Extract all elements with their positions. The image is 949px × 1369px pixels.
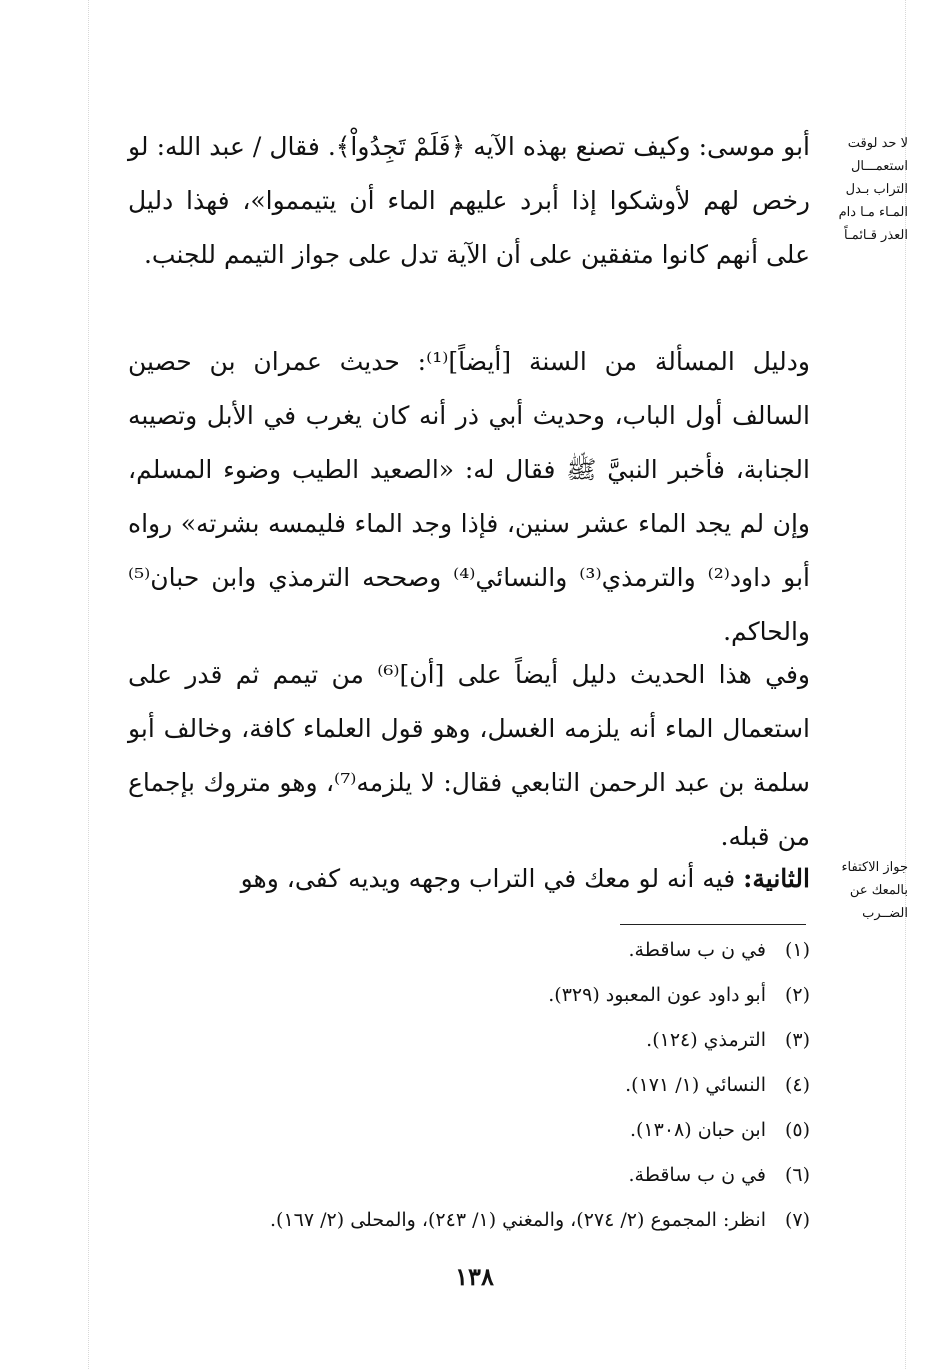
paragraph-4 xyxy=(128,852,810,906)
footnote xyxy=(128,1063,810,1108)
paragraph-2: ودليل المسألة من السنة [أيضاً]⁽¹⁾: حديث عمران بن حصين السالف أول الباب، وحديث أبي ذر أنه كان يغرب في الأبل وتصيبه الجنابة، فأخبر النبيَّ ﷺ فقال له: «الصعيد الطيب وضوء المسلم، وإن لم يجد الماء عشر سنين، فإذا وجد الماء فليمسه بشرته» رواه أبو داود⁽²⁾ والترمذي⁽³⁾ والنسائي⁽⁴⁾ وصححه الترمذي وابن حبان⁽⁵⁾ والحاكم. xyxy=(128,347,810,646)
footnote xyxy=(128,1198,810,1243)
paragraph-3: وفي هذا الحديث دليل أيضاً على [أن]⁽⁶⁾ من تيمم ثم قدر على استعمال الماء أنه يلزمه الغسل، وهو قول العلماء كافة، وخالف أبو سلمة بن عبد الرحمن التابعي فقال: لا يلزمه⁽⁷⁾، وهو متروك بإجماع من قبله. xyxy=(128,660,810,851)
footnote-separator xyxy=(620,924,806,925)
page-number: ١٣٨ xyxy=(455,1262,494,1291)
footnote-number: (١) xyxy=(784,939,810,961)
footnote-text: النسائي (١/ ١٧١). xyxy=(625,1074,766,1096)
footnote-number: (٦) xyxy=(784,1164,810,1186)
footnote-text: الترمذي (١٢٤). xyxy=(646,1029,766,1051)
footnote xyxy=(128,928,810,973)
footnote-text: ابن حبان (١٣٠٨). xyxy=(629,1119,766,1141)
footnote-number: (٧) xyxy=(784,1209,810,1231)
paragraph-4-text: فيه أنه لو معك في التراب وجهه ويديه كفى، وهو xyxy=(240,864,744,893)
footnote-number: (٥) xyxy=(784,1119,810,1141)
footnote xyxy=(128,1153,810,1198)
footnote-number: (٤) xyxy=(784,1074,810,1096)
footnote-text: أبو داود عون المعبود (٣٢٩). xyxy=(548,984,766,1006)
footnote-number: (٣) xyxy=(784,1029,810,1051)
footnote-text: في ن ب ساقطة. xyxy=(628,1164,766,1186)
footnote xyxy=(128,1018,810,1063)
footnotes-list xyxy=(128,928,810,1243)
paragraph-1: أبو موسى: وكيف تصنع بهذه الآيه ﴿فَلَمْ تَجِدُواْ﴾. فقال / عبد الله: لو رخص لهم لأوشكوا إذا أبرد عليهم الماء أن يتيمموا»، فهذا دليل على أنهم كانوا متفقين على أن الآية تدل على جواز التيمم للجنب. xyxy=(128,132,810,269)
margin-note-rubbing-sufficient: جواز الاكتفاء بالمعك عن الضــرب xyxy=(841,860,908,921)
paragraph-4-heading: الثانية: xyxy=(743,864,810,893)
margin-note-tayammum-duration: لا حد لوقت استعمـــال التراب بـدل المـاء مـا دام العذر قـائمـاً xyxy=(838,136,908,243)
footnote xyxy=(128,1108,810,1153)
footnote-number: (٢) xyxy=(784,984,810,1006)
scan-artifact-line xyxy=(88,0,89,1369)
footnote xyxy=(128,973,810,1018)
footnote-text: في ن ب ساقطة. xyxy=(628,939,766,961)
footnote-text: انظر: المجموع (٢/ ٢٧٤)، والمغني (١/ ٢٤٣)، والمحلى (٢/ ١٦٧). xyxy=(270,1209,766,1231)
